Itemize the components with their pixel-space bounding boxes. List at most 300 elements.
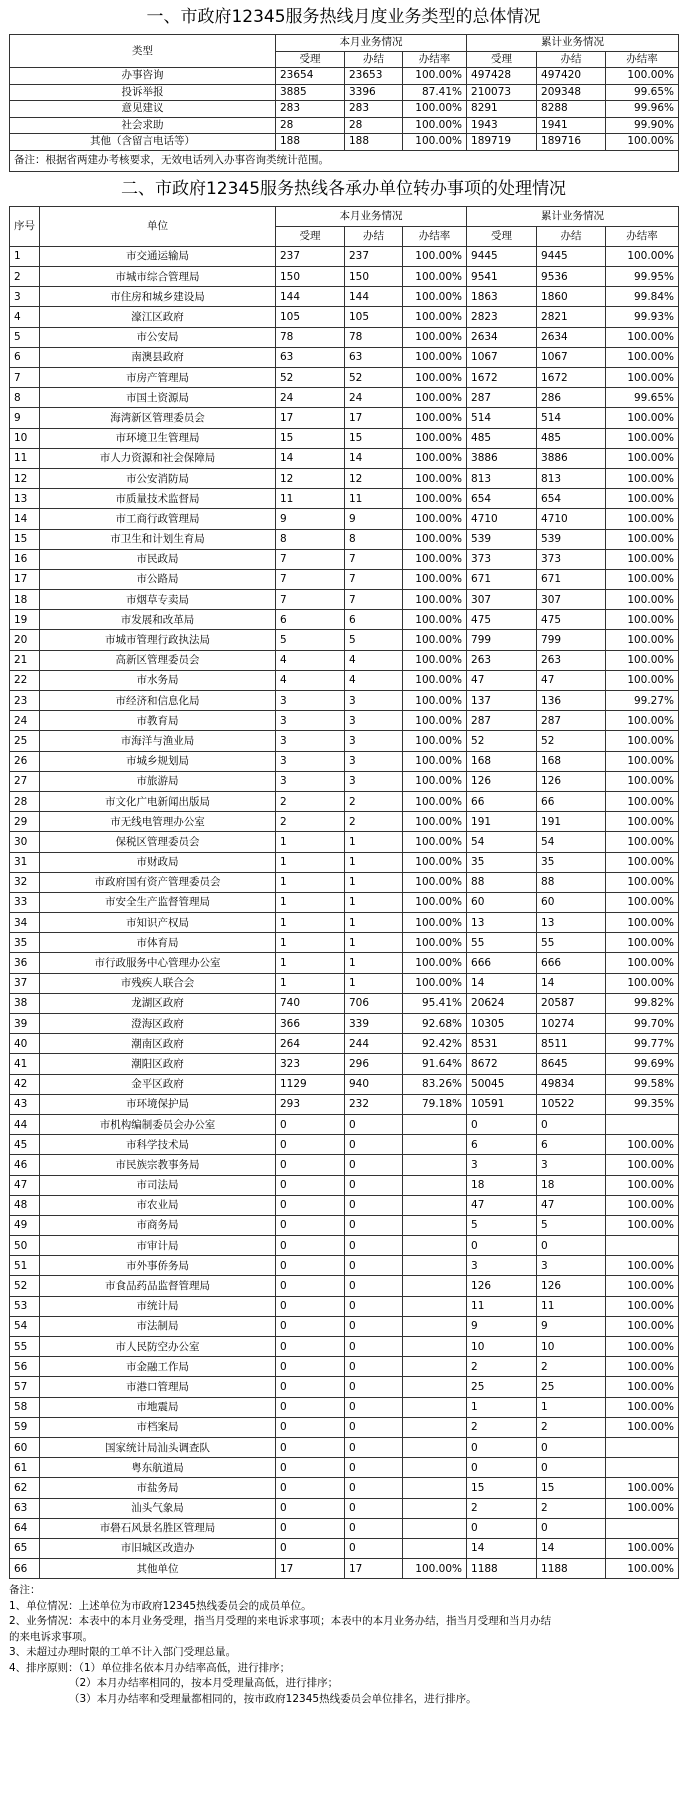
month-rate-cell: 95.41%	[403, 993, 467, 1013]
month-done-cell: 1	[345, 973, 403, 993]
month-done-cell: 0	[345, 1478, 403, 1498]
cum-done-cell: 0	[537, 1236, 606, 1256]
unit-cell: 市农业局	[40, 1195, 276, 1215]
table-row	[10, 117, 679, 134]
month-done-cell: 0	[345, 1458, 403, 1478]
table-row	[10, 731, 679, 751]
table-row	[10, 832, 679, 852]
month-rate-cell: 100.00%	[403, 388, 467, 408]
cum-rate-cell: 100.00%	[606, 1195, 679, 1215]
no-cell: 31	[10, 852, 40, 872]
month-rate-cell: 100.00%	[403, 933, 467, 953]
cum-rate-cell: 100.00%	[606, 347, 679, 367]
cum-done-cell: 1860	[537, 287, 606, 307]
cum-accept-cell: 2634	[467, 327, 537, 347]
month-rate-cell	[403, 1377, 467, 1397]
month-done-cell: 6	[345, 610, 403, 630]
table-row	[10, 1195, 679, 1215]
table-row	[10, 468, 679, 488]
month-accept-cell: 4	[276, 650, 345, 670]
table-row	[10, 771, 679, 791]
cum-done-cell: 654	[537, 489, 606, 509]
section2-title: 二、市政府12345服务热线各承办单位转办事项的处理情况	[120, 178, 567, 199]
unit-cell: 其他单位	[40, 1559, 276, 1579]
month-accept-cell: 0	[276, 1215, 345, 1235]
cum-accept-cell: 10591	[467, 1094, 537, 1114]
table-row	[10, 1538, 679, 1558]
cum-rate-cell: 99.58%	[606, 1074, 679, 1094]
month-rate-cell: 100.00%	[403, 408, 467, 428]
cum-accept-cell: 666	[467, 953, 537, 973]
cum-done-cell: 20587	[537, 993, 606, 1013]
cum-done-cell: 8645	[537, 1054, 606, 1074]
cum-rate-cell: 99.82%	[606, 993, 679, 1013]
cum-done-cell: 5	[537, 1215, 606, 1235]
cum-accept-cell: 14	[467, 1538, 537, 1558]
no-cell: 26	[10, 751, 40, 771]
month-accept-cell: 3	[276, 691, 345, 711]
cum-accept-cell: 191	[467, 812, 537, 832]
no-cell: 14	[10, 509, 40, 529]
cum-done-cell: 8288	[537, 101, 606, 118]
cum-done-cell: 1941	[537, 117, 606, 134]
unit-cell: 市经济和信息化局	[40, 691, 276, 711]
unit-cell: 市审计局	[40, 1236, 276, 1256]
table-row	[10, 408, 679, 428]
no-cell: 9	[10, 408, 40, 428]
cum-accept-cell: 11	[467, 1296, 537, 1316]
no-cell: 54	[10, 1316, 40, 1336]
month-rate-cell: 100.00%	[403, 590, 467, 610]
note-line: 1、单位情况：上述单位为市政府12345热线委员会的成员单位。	[9, 1599, 312, 1612]
cum-rate-cell: 99.70%	[606, 1014, 679, 1034]
no-cell: 25	[10, 731, 40, 751]
no-cell: 24	[10, 711, 40, 731]
month-done-cell: 1	[345, 852, 403, 872]
cum-accept-cell: 10305	[467, 1014, 537, 1034]
business-type-table	[9, 34, 679, 172]
type-cell: 投诉举报	[10, 84, 276, 101]
month-done-cell: 1	[345, 953, 403, 973]
cum-accept-cell: 9	[467, 1316, 537, 1336]
month-rate-cell: 100.00%	[403, 852, 467, 872]
unit-cell: 市食品药品监督管理局	[40, 1276, 276, 1296]
cum-accept-cell: 126	[467, 771, 537, 791]
month-done-cell: 150	[345, 267, 403, 287]
no-cell: 29	[10, 812, 40, 832]
month-done-cell: 105	[345, 307, 403, 327]
month-done-cell: 0	[345, 1397, 403, 1417]
month-done-cell: 940	[345, 1074, 403, 1094]
month-rate-cell: 100.00%	[403, 691, 467, 711]
month-rate-cell	[403, 1498, 467, 1518]
cum-rate-cell	[606, 1114, 679, 1134]
cum-accept-cell: 1672	[467, 368, 537, 388]
cum-rate-cell: 100.00%	[606, 1135, 679, 1155]
month-accept-cell: 0	[276, 1337, 345, 1357]
cum-done-cell: 66	[537, 791, 606, 811]
cum-rate-cell: 99.27%	[606, 691, 679, 711]
month-done-cell: 0	[345, 1337, 403, 1357]
cum-accept-cell: 4710	[467, 509, 537, 529]
table-row	[10, 691, 679, 711]
unit-cell: 市外事侨务局	[40, 1256, 276, 1276]
table-row	[10, 610, 679, 630]
month-rate-cell: 91.64%	[403, 1054, 467, 1074]
no-cell: 23	[10, 691, 40, 711]
month-rate-cell: 92.68%	[403, 1014, 467, 1034]
month-accept-cell: 14	[276, 448, 345, 468]
month-rate-cell	[403, 1397, 467, 1417]
month-accept-cell: 1	[276, 892, 345, 912]
cum-done-cell: 0	[537, 1458, 606, 1478]
header-no: 序号	[10, 206, 40, 246]
unit-cell: 市无线电管理办公室	[40, 812, 276, 832]
cum-rate-cell: 100.00%	[606, 913, 679, 933]
table-row	[10, 1074, 679, 1094]
cum-rate-cell: 100.00%	[606, 953, 679, 973]
cum-done-cell: 514	[537, 408, 606, 428]
unit-cell: 市质量技术监督局	[40, 489, 276, 509]
no-cell: 60	[10, 1437, 40, 1457]
cum-accept-cell: 813	[467, 468, 537, 488]
cum-accept-cell: 3886	[467, 448, 537, 468]
table-row	[10, 1175, 679, 1195]
table-row	[10, 327, 679, 347]
month-rate-cell: 100.00%	[403, 267, 467, 287]
unit-cell: 市公安局	[40, 327, 276, 347]
cum-accept-cell: 9445	[467, 246, 537, 266]
business-type-rows	[10, 68, 679, 151]
cum-rate-cell: 99.96%	[606, 101, 679, 118]
cum-done-cell: 0	[537, 1114, 606, 1134]
cum-accept-cell: 20624	[467, 993, 537, 1013]
no-cell: 32	[10, 872, 40, 892]
cum-rate-cell: 100.00%	[606, 1296, 679, 1316]
cum-done-cell: 60	[537, 892, 606, 912]
no-cell: 35	[10, 933, 40, 953]
month-rate-cell: 100.00%	[403, 509, 467, 529]
table-row	[10, 1276, 679, 1296]
unit-cell: 市人民防空办公室	[40, 1337, 276, 1357]
month-accept-cell: 0	[276, 1155, 345, 1175]
table-row	[10, 1256, 679, 1276]
month-rate-cell	[403, 1114, 467, 1134]
cum-done-cell: 287	[537, 711, 606, 731]
no-cell: 52	[10, 1276, 40, 1296]
type-cell: 其他（含留言电话等）	[10, 134, 276, 151]
cum-accept-cell: 8531	[467, 1034, 537, 1054]
cum-rate-cell: 100.00%	[606, 569, 679, 589]
cum-done-cell: 813	[537, 468, 606, 488]
cum-rate-cell: 100.00%	[606, 1397, 679, 1417]
unit-cell: 市工商行政管理局	[40, 509, 276, 529]
no-cell: 64	[10, 1518, 40, 1538]
cum-done-cell: 10522	[537, 1094, 606, 1114]
table-row	[10, 1458, 679, 1478]
month-accept-cell: 52	[276, 368, 345, 388]
month-accept-cell: 5	[276, 630, 345, 650]
unit-cell: 市住房和城乡建设局	[40, 287, 276, 307]
cum-accept-cell: 60	[467, 892, 537, 912]
cum-rate-cell: 100.00%	[606, 1337, 679, 1357]
no-cell: 55	[10, 1337, 40, 1357]
unit-cell: 市公安消防局	[40, 468, 276, 488]
no-cell: 63	[10, 1498, 40, 1518]
note-line: 的来电诉求事项。	[9, 1630, 93, 1643]
month-done-cell: 78	[345, 327, 403, 347]
month-done-cell: 0	[345, 1276, 403, 1296]
header-month: 本月业务情况	[276, 35, 467, 52]
cum-rate-cell: 100.00%	[606, 872, 679, 892]
header-cumulative: 累计业务情况	[467, 206, 679, 226]
month-accept-cell: 0	[276, 1296, 345, 1316]
table-row	[10, 134, 679, 151]
no-cell: 20	[10, 630, 40, 650]
no-cell: 19	[10, 610, 40, 630]
table-row	[10, 711, 679, 731]
month-accept-cell: 0	[276, 1377, 345, 1397]
cum-rate-cell: 100.00%	[606, 246, 679, 266]
month-accept-cell: 188	[276, 134, 345, 151]
no-cell: 5	[10, 327, 40, 347]
header-done: 办结	[537, 226, 606, 246]
month-done-cell: 0	[345, 1518, 403, 1538]
unit-cell: 濠江区政府	[40, 307, 276, 327]
month-rate-cell: 100.00%	[403, 630, 467, 650]
cum-done-cell: 209348	[537, 84, 606, 101]
cum-done-cell: 9	[537, 1316, 606, 1336]
unit-cell: 市礐石风景名胜区管理局	[40, 1518, 276, 1538]
unit-cell: 市房产管理局	[40, 368, 276, 388]
month-rate-cell	[403, 1236, 467, 1256]
cum-done-cell: 2	[537, 1357, 606, 1377]
month-rate-cell	[403, 1296, 467, 1316]
cum-accept-cell: 287	[467, 711, 537, 731]
no-cell: 57	[10, 1377, 40, 1397]
unit-cell: 市财政局	[40, 852, 276, 872]
table-row	[10, 791, 679, 811]
month-accept-cell: 8	[276, 529, 345, 549]
table-row	[10, 590, 679, 610]
no-cell: 51	[10, 1256, 40, 1276]
month-done-cell: 3396	[345, 84, 403, 101]
table-row	[10, 509, 679, 529]
unit-rows	[10, 246, 679, 1578]
month-done-cell: 9	[345, 509, 403, 529]
cum-done-cell: 0	[537, 1518, 606, 1538]
cum-done-cell: 47	[537, 670, 606, 690]
unit-cell: 海湾新区管理委员会	[40, 408, 276, 428]
month-accept-cell: 12	[276, 468, 345, 488]
cum-accept-cell: 47	[467, 670, 537, 690]
month-accept-cell: 2	[276, 812, 345, 832]
month-rate-cell: 100.00%	[403, 307, 467, 327]
cum-accept-cell: 1943	[467, 117, 537, 134]
table-row	[10, 1357, 679, 1377]
no-cell: 50	[10, 1236, 40, 1256]
cum-rate-cell: 100.00%	[606, 892, 679, 912]
unit-cell: 市城市管理行政执法局	[40, 630, 276, 650]
unit-cell: 市国土资源局	[40, 388, 276, 408]
notes-lines	[9, 1599, 678, 1677]
table-row	[10, 650, 679, 670]
table-row	[10, 368, 679, 388]
cum-rate-cell: 100.00%	[606, 590, 679, 610]
cum-done-cell: 1	[537, 1397, 606, 1417]
header-done: 办结	[345, 226, 403, 246]
unit-cell: 市行政服务中心管理办公室	[40, 953, 276, 973]
unit-cell: 市交通运输局	[40, 246, 276, 266]
cum-done-cell: 49834	[537, 1074, 606, 1094]
month-rate-cell: 100.00%	[403, 610, 467, 630]
unit-cell: 市知识产权局	[40, 913, 276, 933]
no-cell: 44	[10, 1114, 40, 1134]
cum-rate-cell: 100.00%	[606, 812, 679, 832]
month-done-cell: 28	[345, 117, 403, 134]
month-accept-cell: 0	[276, 1316, 345, 1336]
month-accept-cell: 0	[276, 1417, 345, 1437]
month-accept-cell: 11	[276, 489, 345, 509]
month-rate-cell: 100.00%	[403, 973, 467, 993]
header-rate: 办结率	[403, 226, 467, 246]
month-accept-cell: 78	[276, 327, 345, 347]
table-row	[10, 529, 679, 549]
cum-done-cell: 136	[537, 691, 606, 711]
month-accept-cell: 1	[276, 872, 345, 892]
unit-cell: 市商务局	[40, 1215, 276, 1235]
no-cell: 18	[10, 590, 40, 610]
header-accept: 受理	[276, 226, 345, 246]
cum-accept-cell: 25	[467, 1377, 537, 1397]
cum-rate-cell: 100.00%	[606, 630, 679, 650]
month-accept-cell: 3	[276, 751, 345, 771]
month-accept-cell: 1	[276, 832, 345, 852]
unit-cell: 市发展和改革局	[40, 610, 276, 630]
month-rate-cell	[403, 1337, 467, 1357]
unit-cell: 市科学技术局	[40, 1135, 276, 1155]
cum-accept-cell: 15	[467, 1478, 537, 1498]
unit-cell: 市烟草专卖局	[40, 590, 276, 610]
no-cell: 46	[10, 1155, 40, 1175]
month-done-cell: 3	[345, 771, 403, 791]
cum-done-cell: 475	[537, 610, 606, 630]
cum-done-cell: 10274	[537, 1014, 606, 1034]
no-cell: 33	[10, 892, 40, 912]
month-done-cell: 17	[345, 408, 403, 428]
table-row	[10, 287, 679, 307]
unit-cell: 粤东航道局	[40, 1458, 276, 1478]
cum-rate-cell: 100.00%	[606, 1377, 679, 1397]
unit-cell: 市地震局	[40, 1397, 276, 1417]
table-row	[10, 388, 679, 408]
no-cell: 66	[10, 1559, 40, 1579]
cum-done-cell: 2634	[537, 327, 606, 347]
table-row	[10, 1094, 679, 1114]
cum-accept-cell: 0	[467, 1114, 537, 1134]
unit-cell: 市旧城区改造办	[40, 1538, 276, 1558]
no-cell: 4	[10, 307, 40, 327]
table-row	[10, 1155, 679, 1175]
cum-accept-cell: 2	[467, 1417, 537, 1437]
month-rate-cell	[403, 1458, 467, 1478]
cum-rate-cell	[606, 1437, 679, 1457]
cum-done-cell: 9536	[537, 267, 606, 287]
cum-rate-cell: 100.00%	[606, 933, 679, 953]
cum-accept-cell: 485	[467, 428, 537, 448]
month-done-cell: 0	[345, 1114, 403, 1134]
header-rate: 办结率	[403, 51, 467, 68]
month-done-cell: 23653	[345, 68, 403, 85]
cum-accept-cell: 50045	[467, 1074, 537, 1094]
note-sub-line: （2）本月办结率相同的，按本月受理量高低，进行排序；	[69, 1677, 339, 1690]
month-done-cell: 0	[345, 1135, 403, 1155]
table-row	[10, 1437, 679, 1457]
month-accept-cell: 15	[276, 428, 345, 448]
no-cell: 11	[10, 448, 40, 468]
type-cell: 办事咨询	[10, 68, 276, 85]
unit-cell: 市机构编制委员会办公室	[40, 1114, 276, 1134]
table-row	[10, 101, 679, 118]
cum-rate-cell: 100.00%	[606, 771, 679, 791]
cum-accept-cell: 1863	[467, 287, 537, 307]
month-done-cell: 0	[345, 1417, 403, 1437]
cum-rate-cell: 100.00%	[606, 1175, 679, 1195]
month-done-cell: 188	[345, 134, 403, 151]
cum-done-cell: 35	[537, 852, 606, 872]
unit-cell: 市教育局	[40, 711, 276, 731]
cum-accept-cell: 126	[467, 1276, 537, 1296]
month-done-cell: 0	[345, 1316, 403, 1336]
month-rate-cell: 100.00%	[403, 287, 467, 307]
month-accept-cell: 0	[276, 1175, 345, 1195]
cum-done-cell: 88	[537, 872, 606, 892]
month-done-cell: 237	[345, 246, 403, 266]
cum-done-cell: 9445	[537, 246, 606, 266]
month-done-cell: 3	[345, 711, 403, 731]
table-row	[10, 751, 679, 771]
cum-rate-cell	[606, 1236, 679, 1256]
no-cell: 58	[10, 1397, 40, 1417]
table-row	[10, 1215, 679, 1235]
cum-rate-cell: 100.00%	[606, 1478, 679, 1498]
month-accept-cell: 6	[276, 610, 345, 630]
unit-cell: 市人力资源和社会保障局	[40, 448, 276, 468]
month-accept-cell: 0	[276, 1498, 345, 1518]
unit-cell: 市城市综合管理局	[40, 267, 276, 287]
month-done-cell: 3	[345, 691, 403, 711]
cum-accept-cell: 14	[467, 973, 537, 993]
cum-accept-cell: 5	[467, 1215, 537, 1235]
cum-rate-cell: 100.00%	[606, 1498, 679, 1518]
month-rate-cell: 87.41%	[403, 84, 467, 101]
unit-cell: 市城乡规划局	[40, 751, 276, 771]
month-rate-cell: 100.00%	[403, 428, 467, 448]
month-done-cell: 1	[345, 892, 403, 912]
cum-done-cell: 1188	[537, 1559, 606, 1579]
month-rate-cell: 100.00%	[403, 529, 467, 549]
month-done-cell: 3	[345, 751, 403, 771]
cum-done-cell: 13	[537, 913, 606, 933]
cum-rate-cell: 100.00%	[606, 509, 679, 529]
unit-cell: 金平区政府	[40, 1074, 276, 1094]
header-accept: 受理	[467, 226, 537, 246]
cum-accept-cell: 2	[467, 1498, 537, 1518]
cum-rate-cell: 100.00%	[606, 711, 679, 731]
unit-cell: 潮南区政府	[40, 1034, 276, 1054]
month-accept-cell: 323	[276, 1054, 345, 1074]
month-rate-cell: 100.00%	[403, 913, 467, 933]
